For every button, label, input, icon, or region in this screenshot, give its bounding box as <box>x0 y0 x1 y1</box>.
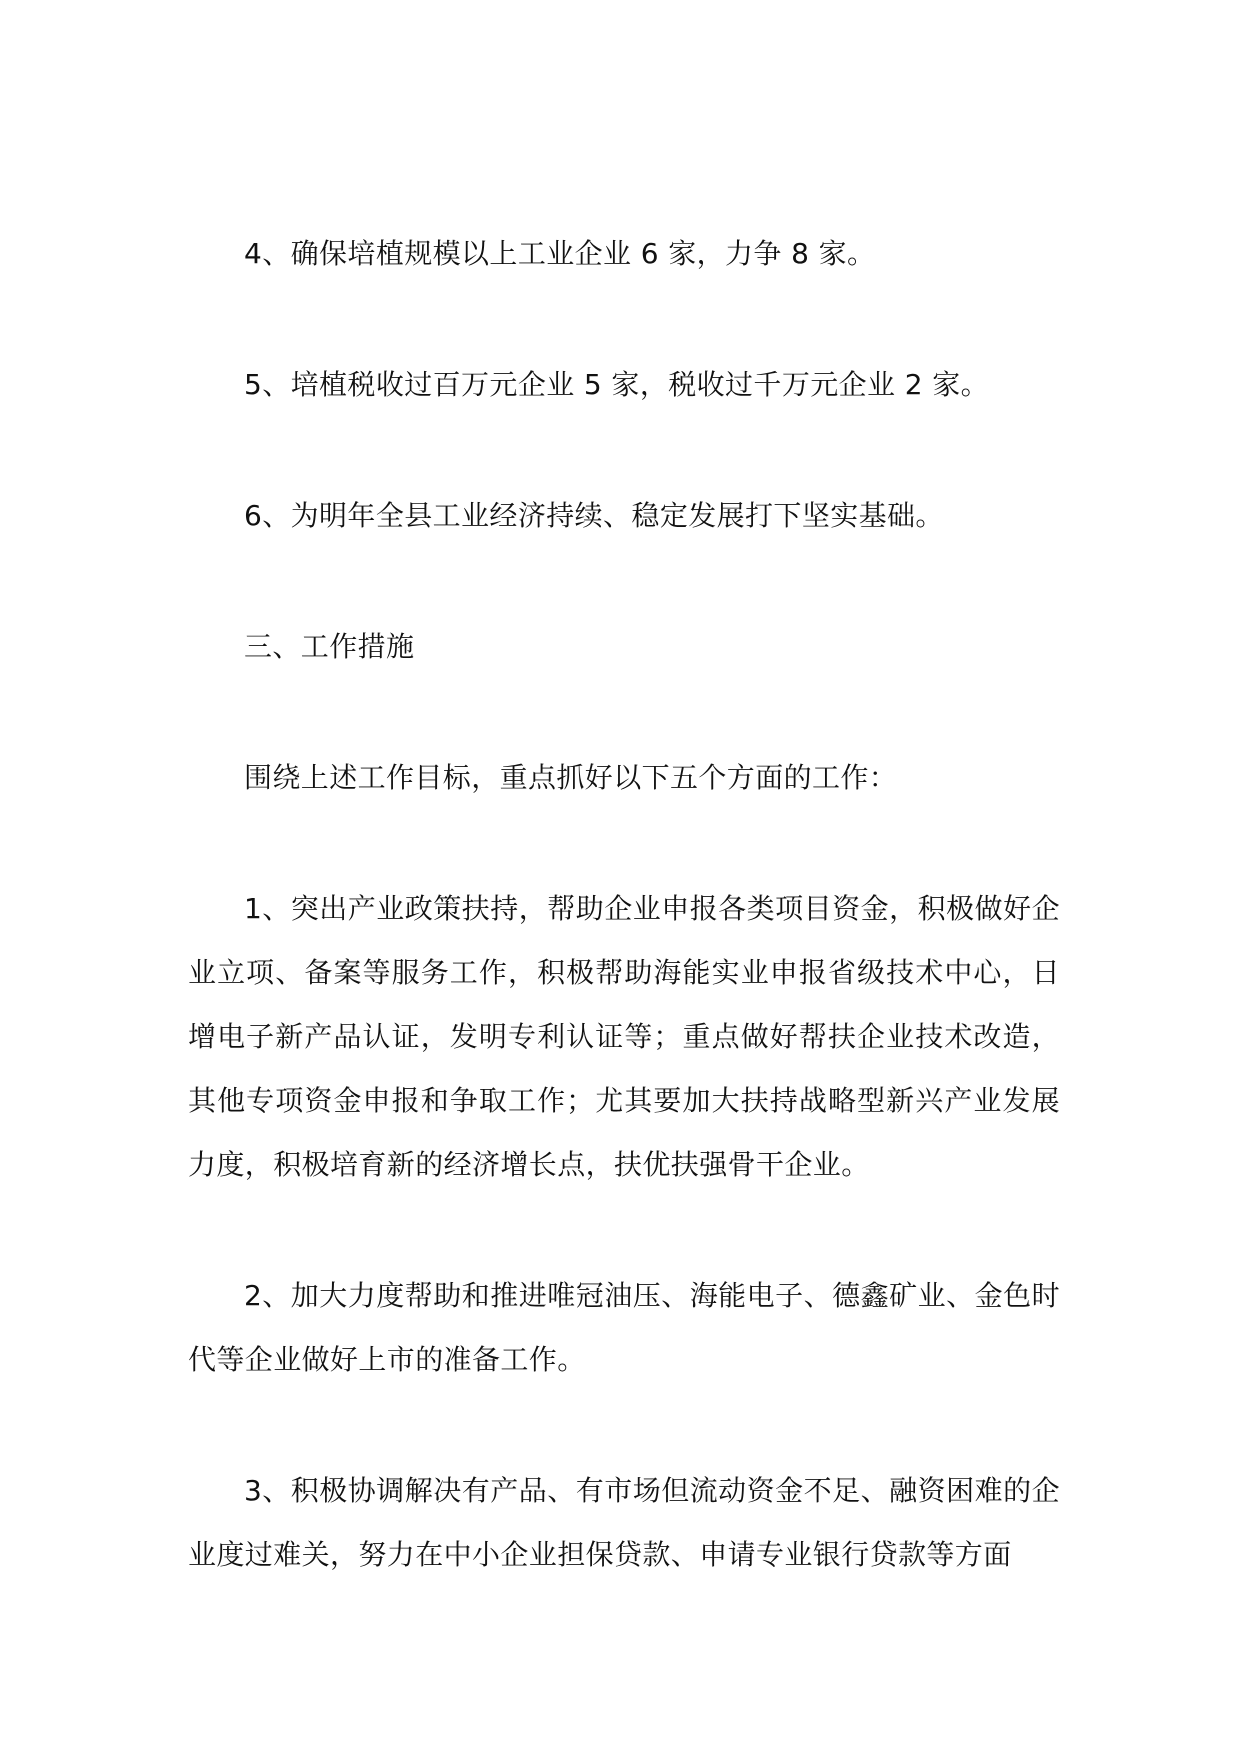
paragraph-measure-2: 2、加大力度帮助和推进唯冠油压、海能电子、德鑫矿业、金色时代等企业做好上市的准备工作。 <box>188 1279 1060 1376</box>
document-body <box>188 222 1060 1654</box>
section-heading-measures: 三、工作措施 <box>244 630 415 663</box>
paragraph-goal-6: 6、为明年全县工业经济持续、稳定发展打下坚实基础。 <box>244 499 944 532</box>
paragraph-intro: 围绕上述工作目标，重点抓好以下五个方面的工作： <box>244 761 898 794</box>
paragraph-measure-3: 3、积极协调解决有产品、有市场但流动资金不足、融资困难的企业度过难关，努力在中小企业担保贷款、申请专业银行贷款等方面 <box>188 1474 1060 1571</box>
paragraph-measure-1: 1、突出产业政策扶持，帮助企业申报各类项目资金，积极做好企业立项、备案等服务工作，积极帮助海能实业申报省级技术中心，日增电子新产品认证，发明专利认证等；重点做好帮扶企业技术改造，其他专项资金申报和争取工作；尤其要加大扶持战略型新兴产业发展力度，积极培育新的经济增长点，扶优扶强骨干企业。 <box>188 892 1060 1181</box>
paragraph-goal-4: 4、确保培植规模以上工业企业 6 家，力争 8 家。 <box>244 237 876 270</box>
paragraph-goal-5: 5、培植税收过百万元企业 5 家，税收过千万元企业 2 家。 <box>244 368 990 401</box>
